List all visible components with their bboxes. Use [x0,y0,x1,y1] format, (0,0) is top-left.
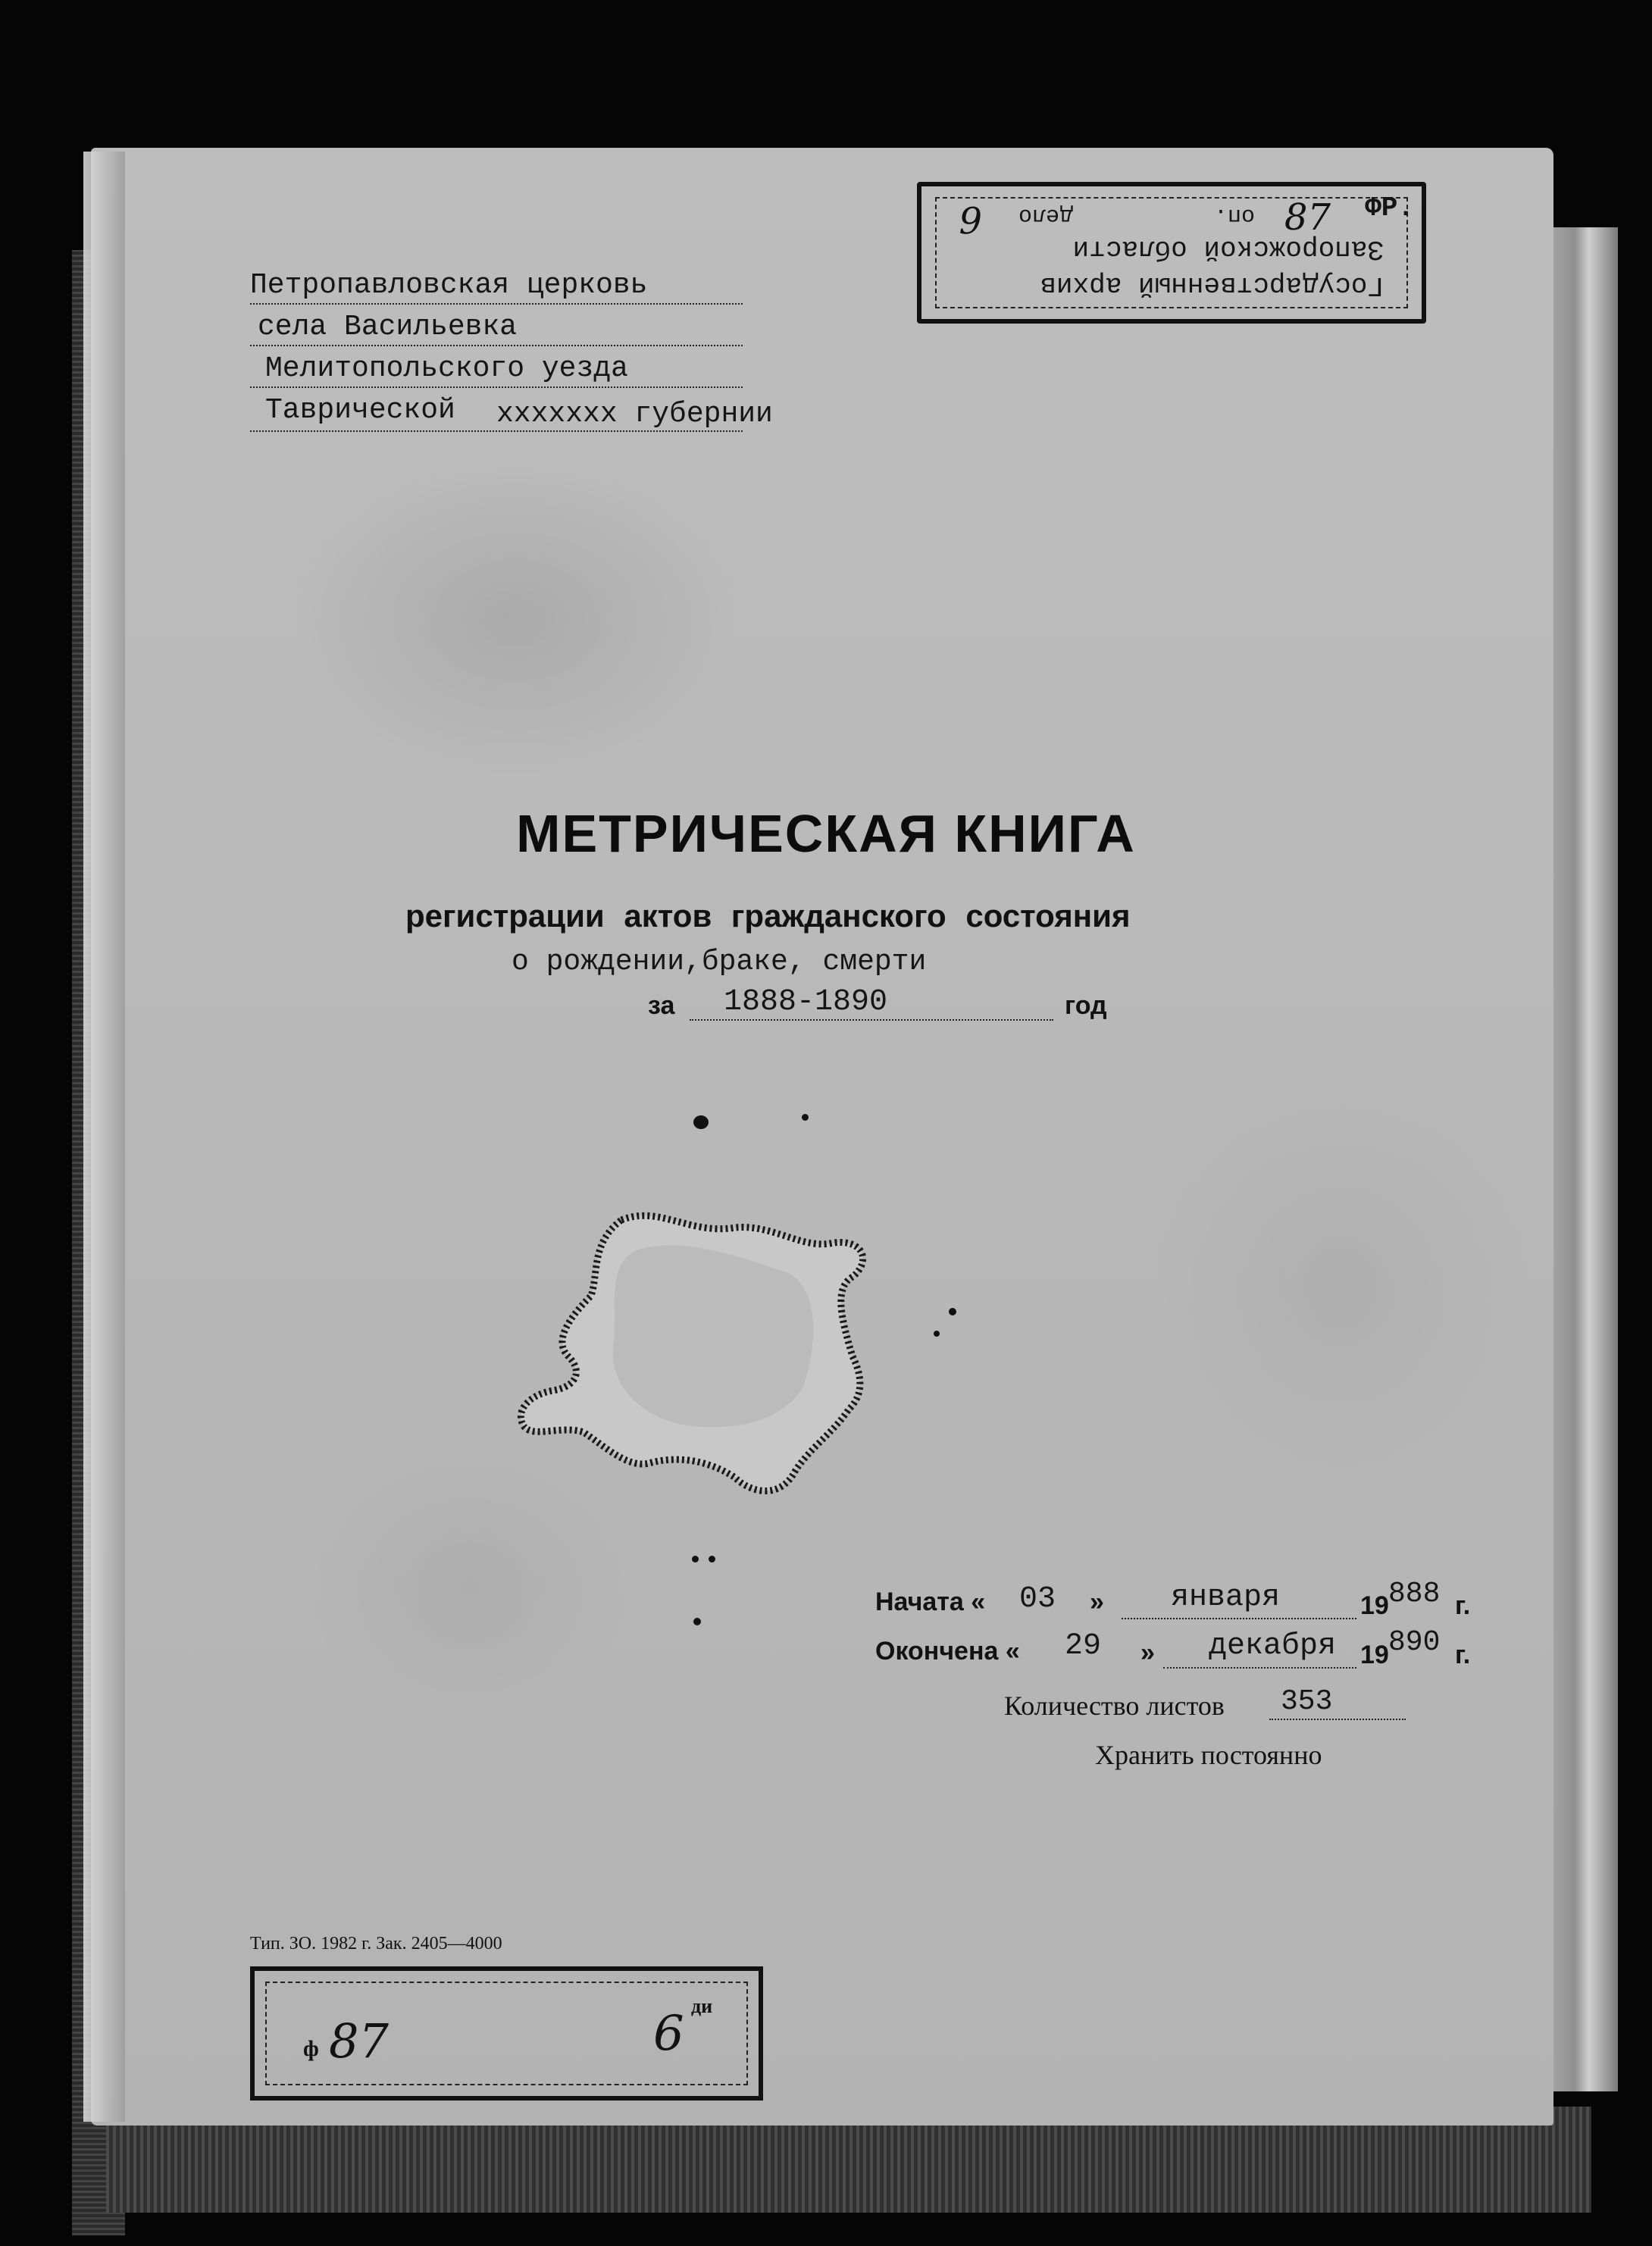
started-year-suffix: г. [1455,1591,1471,1620]
stamp-archive-name: Государственный архив [1040,270,1384,301]
parish-province-suffix: xxxxxxx губернии [496,398,773,430]
ink-dot [693,1618,701,1625]
ink-dot [934,1331,940,1337]
ended-year-suffix: г. [1455,1641,1471,1669]
stamp-case-label: дело [1018,202,1073,228]
parish-underline-4 [250,430,743,432]
archive-stamp-top [917,182,1426,324]
ended-month-underline [1163,1667,1356,1669]
sheets-label: Количество листов [1004,1691,1225,1721]
started-month: января [1171,1581,1281,1615]
parish-district: Мелитопольского уезда [265,352,628,385]
cover-worn-edge [83,152,125,2122]
page-block-edge [1546,227,1618,2091]
ended-close-quote: » [1140,1638,1155,1667]
ink-dot [693,1115,709,1129]
period-prefix: за [648,991,675,1020]
ended-label: Окончена « [875,1637,1020,1666]
stamp-case-label-bottom: ди [691,1995,713,2017]
parish-church: Петропавловская церковь [250,269,648,302]
ended-day: 29 [1065,1629,1102,1663]
ended-year-prefix: 19 [1360,1641,1389,1669]
stamp-case-value-bottom: 6 [653,2006,684,2062]
printer-imprint-visible: Тип. ЗО. 1982 г. Зак. 2405—4000 [250,1934,502,1954]
started-month-underline [1122,1618,1356,1619]
document-title: МЕТРИЧЕСКАЯ КНИГА [516,804,1136,863]
book-cover [91,148,1553,2126]
parish-underline-2 [250,345,743,346]
ink-dot [802,1114,809,1121]
document-subtitle: регистрации актов гражданского состояния [405,898,1131,934]
parish-province-name: Таврической [265,394,455,427]
document-subject: о рождении,браке, смерти [512,946,927,978]
ink-dot [692,1556,699,1563]
stamp-fund-value-bottom: 87 [329,2013,389,2069]
started-close-quote: » [1090,1588,1104,1616]
parish-underline-1 [250,303,743,305]
started-day: 03 [1019,1582,1056,1616]
started-year-prefix: 19 [1360,1591,1389,1620]
stamp-fund-label: ФР. [1365,192,1414,224]
archive-stamp-bottom [250,1966,763,2101]
retention-note: Хранить постоянно [1095,1740,1322,1770]
period-value: 1888-1890 [724,985,888,1019]
ended-year: 890 [1388,1626,1441,1659]
stamp-fund-handwritten: 87 [1284,196,1331,239]
stamp-inventory-label: оп. [1213,202,1255,228]
water-stain [515,1205,879,1508]
ink-dot [949,1308,956,1315]
parish-underline-3 [250,386,743,388]
parish-village: села Васильевка [258,311,518,343]
ink-dot [709,1556,715,1563]
stamp-case-handwritten: 6 [959,198,982,240]
period-underline [690,1019,1053,1021]
period-suffix: год [1065,991,1107,1020]
sheets-underline [1269,1719,1406,1720]
stamp-region-name: Запорожской области [1072,233,1384,264]
ended-month: декабря [1209,1629,1337,1663]
started-year: 888 [1388,1578,1441,1610]
started-label: Начата « [875,1588,986,1616]
sheets-value: 353 [1281,1685,1333,1718]
stamp-fund-label-bottom: ф [303,2036,319,2061]
